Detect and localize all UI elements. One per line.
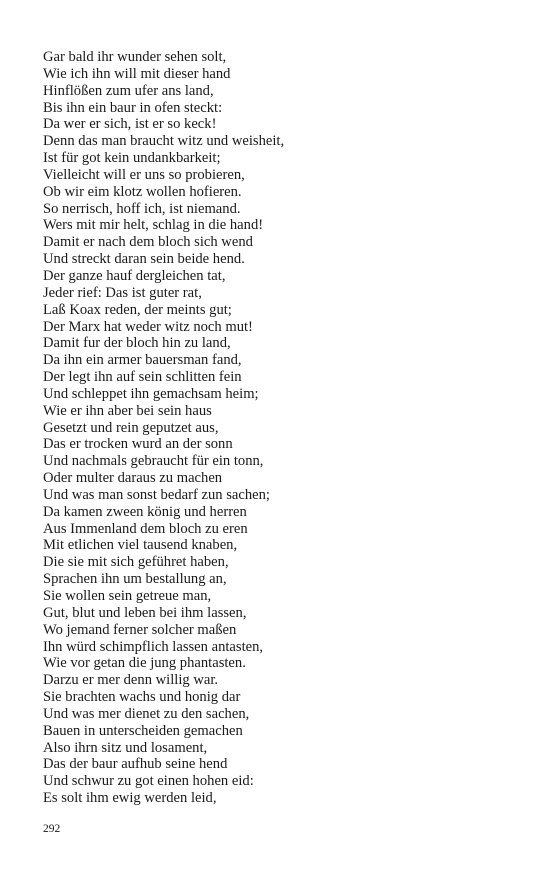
poem-line: Bauen in unterscheiden gemachen: [43, 722, 243, 739]
poem-line: Ihn würd schimpflich lassen antasten,: [43, 638, 264, 655]
poem-line: Und schwur zu got einen hohen eid:: [43, 773, 254, 790]
poem-line: Aus Immenland dem bloch zu eren: [43, 520, 248, 537]
poem-line: Und schleppet ihn gemachsam heim;: [43, 385, 259, 402]
poem-line: Und was mer dienet zu den sachen,: [43, 705, 250, 722]
poem-line: Die sie mit sich geführet haben,: [43, 554, 229, 571]
poem-line: Also ihrn sitz und losament,: [43, 739, 208, 756]
poem-line: Laß Koax reden, der meints gut;: [43, 301, 232, 318]
poem-line: Wo jemand ferner solcher maßen: [43, 621, 237, 638]
poem-line: Gar bald ihr wunder sehen solt,: [43, 49, 227, 65]
poem-line: Damit er nach dem bloch sich wend: [43, 234, 253, 251]
poem-line: Sprachen ihn um bestallung an,: [43, 571, 227, 588]
poem-line: Wie vor getan die jung phantasten.: [43, 655, 246, 672]
poem-line: Sie brachten wachs und honig dar: [43, 689, 241, 706]
poem-line: Es solt ihm ewig werden leid,: [43, 790, 217, 807]
poem-line: Hinflößen zum ufer ans land,: [43, 82, 214, 99]
poem-line: Das der baur aufhub seine hend: [43, 756, 228, 773]
poem-line: Ist für got kein undankbarkeit;: [43, 150, 221, 167]
poem-line: Gesetzt und rein geputzet aus,: [43, 419, 219, 436]
poem-line: Darzu er mer denn willig war.: [43, 672, 219, 689]
page-number: 292: [43, 823, 61, 835]
poem-line: Oder multer daraus zu machen: [43, 470, 223, 487]
poem-line: Ob wir eim klotz wollen hofieren.: [43, 183, 242, 200]
poem-line: Da kamen zween könig und herren: [43, 503, 247, 520]
poem-line: Jeder rief: Das ist guter rat,: [43, 284, 202, 301]
poem-line: Gut, blut und leben bei ihm lassen,: [43, 604, 247, 621]
poem-line: Denn das man braucht witz und weisheit,: [43, 133, 285, 150]
poem-line: Mit etlichen viel tausend knaben,: [43, 537, 238, 554]
poem-line: Damit fur der bloch hin zu land,: [43, 335, 231, 352]
poem-line: Und nachmals gebraucht für ein tonn,: [43, 453, 264, 470]
poem-line: So nerrisch, hoff ich, ist niemand.: [43, 200, 241, 217]
poem-line: Da wer er sich, ist er so keck!: [43, 116, 217, 133]
poem-line: Und streckt daran sein beide hend.: [43, 251, 245, 268]
poem-line: Der legt ihn auf sein schlitten fein: [43, 369, 242, 386]
poem-line: Bis ihn ein baur in ofen steckt:: [43, 99, 223, 116]
poem-line: Vielleicht will er uns so probieren,: [43, 166, 245, 183]
poem-line: Wie er ihn aber bei sein haus: [43, 402, 212, 419]
poem-line: Wers mit mir helt, schlag in die hand!: [43, 217, 264, 234]
poem-line: Wie ich ihn will mit dieser hand: [43, 65, 231, 82]
poem-line: Da ihn ein armer bauersman fand,: [43, 352, 242, 369]
poem-text: [43, 49, 513, 807]
poem-line: Der Marx hat weder witz noch mut!: [43, 318, 253, 335]
poem-line: Und was man sonst bedarf zun sachen;: [43, 486, 270, 503]
poem-line: Der ganze hauf dergleichen tat,: [43, 267, 226, 284]
poem-line: Das er trocken wurd an der sonn: [43, 436, 233, 453]
poem-line: Sie wollen sein getreue man,: [43, 588, 212, 604]
